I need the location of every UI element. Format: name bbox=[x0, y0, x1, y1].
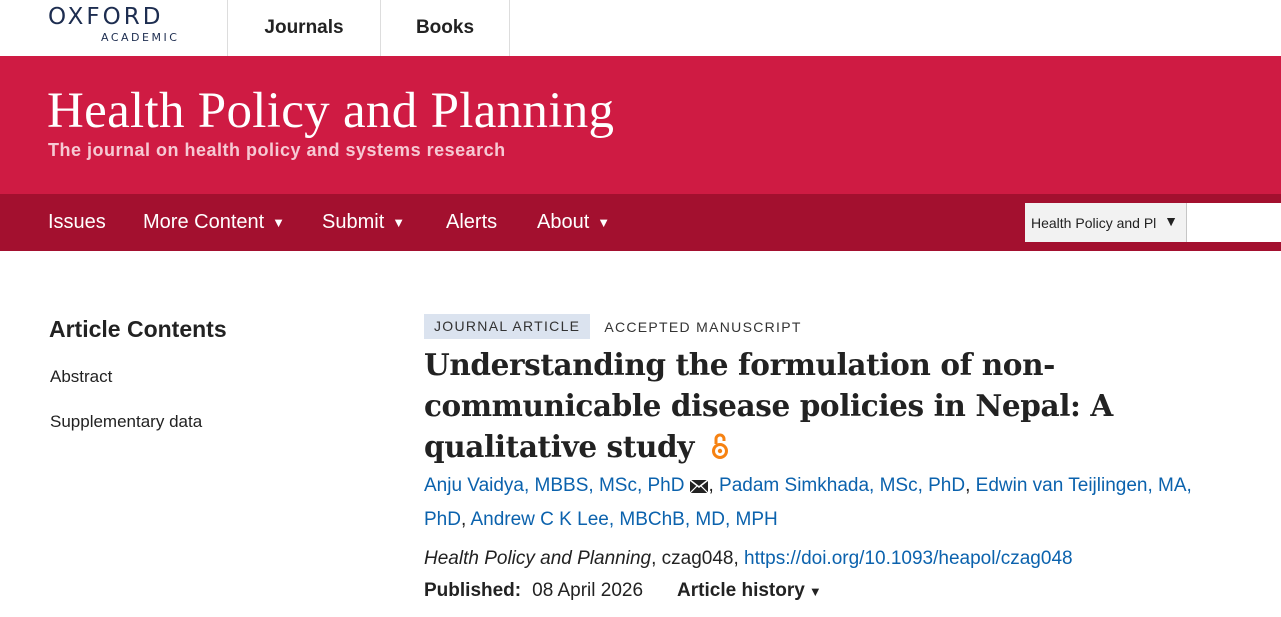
envelope-icon[interactable] bbox=[690, 472, 708, 504]
nav-issues-label: Issues bbox=[48, 211, 106, 233]
published-date: 08 April 2026 bbox=[532, 580, 644, 601]
search-box bbox=[1025, 203, 1281, 242]
publication-info bbox=[424, 580, 822, 602]
citation-article-id: , czag048, bbox=[651, 548, 745, 569]
article-header bbox=[424, 314, 1244, 601]
journal-banner bbox=[0, 56, 1281, 194]
logo-line-2: ACADEMIC bbox=[101, 31, 180, 44]
caret-down-icon: ▼ bbox=[272, 215, 286, 230]
journals-link[interactable]: Journals bbox=[228, 0, 381, 56]
article-type-badge: JOURNAL ARTICLE bbox=[424, 314, 590, 339]
sidebar-link-abstract[interactable]: Abstract bbox=[50, 367, 113, 386]
nav-alerts-label: Alerts bbox=[446, 211, 498, 233]
author-link[interactable]: Anju Vaidya, MBBS, MSc, PhD bbox=[424, 475, 685, 496]
nav-submit[interactable] bbox=[322, 194, 405, 251]
citation-line bbox=[424, 548, 1073, 570]
article-contents-sidebar bbox=[49, 316, 349, 431]
article-title-text: Understanding the formulation of non-communicable disease policies in Nepal: A qualitative study bbox=[424, 347, 1113, 464]
caret-down-icon: ▼ bbox=[1164, 213, 1178, 229]
nav-alerts[interactable] bbox=[446, 194, 497, 251]
journal-subtitle: The journal on health policy and systems research bbox=[48, 140, 506, 160]
nav-more-content-label: More Content bbox=[143, 211, 265, 233]
article-title bbox=[424, 344, 1234, 471]
nav-more-content[interactable] bbox=[143, 194, 285, 251]
article-history-label: Article history bbox=[677, 580, 805, 601]
oxford-academic-logo[interactable] bbox=[0, 0, 228, 56]
article-history-toggle[interactable] bbox=[677, 580, 822, 602]
nav-about-label: About bbox=[537, 211, 590, 233]
search-input[interactable] bbox=[1187, 203, 1281, 242]
nav-issues[interactable] bbox=[48, 194, 106, 251]
article-status-badge: ACCEPTED MANUSCRIPT bbox=[604, 318, 802, 335]
author-link[interactable]: Andrew C K Lee, MBChB, MD, MPH bbox=[470, 509, 778, 530]
doi-link[interactable]: https://doi.org/10.1093/heapol/czag048 bbox=[744, 548, 1073, 569]
caret-down-icon: ▼ bbox=[392, 215, 406, 230]
open-access-icon bbox=[710, 430, 730, 471]
sidebar-link-supplementary-data[interactable]: Supplementary data bbox=[50, 412, 203, 431]
journal-title[interactable]: Health Policy and Planning bbox=[47, 83, 615, 139]
published-label: Published: bbox=[424, 580, 522, 601]
search-scope-value: Health Policy and Pl bbox=[1031, 214, 1157, 231]
search-scope-select[interactable] bbox=[1025, 203, 1187, 242]
caret-down-icon: ▼ bbox=[597, 215, 611, 230]
article-badges bbox=[424, 314, 1244, 339]
author-list: Anju Vaidya, MBBS, MSc, PhD , Padam Simkhada, MSc, PhD, Edwin van Teijlingen, MA, PhD, Andrew C K Lee, MBChB, MD, MPH bbox=[424, 470, 1224, 536]
nav-submit-label: Submit bbox=[322, 211, 385, 233]
caret-down-icon: ▼ bbox=[808, 584, 822, 599]
citation-journal-name: Health Policy and Planning bbox=[424, 548, 652, 569]
author-link[interactable]: Padam Simkhada, MSc, PhD bbox=[719, 475, 966, 496]
author-link[interactable]: Edwin van Teijlingen, MA, PhD bbox=[424, 475, 1192, 530]
books-link[interactable]: Books bbox=[381, 0, 510, 56]
nav-about[interactable] bbox=[537, 194, 610, 251]
logo-line-1: OXFORD bbox=[48, 4, 164, 30]
top-bar bbox=[0, 0, 1281, 56]
article-contents-heading: Article Contents bbox=[49, 316, 227, 342]
